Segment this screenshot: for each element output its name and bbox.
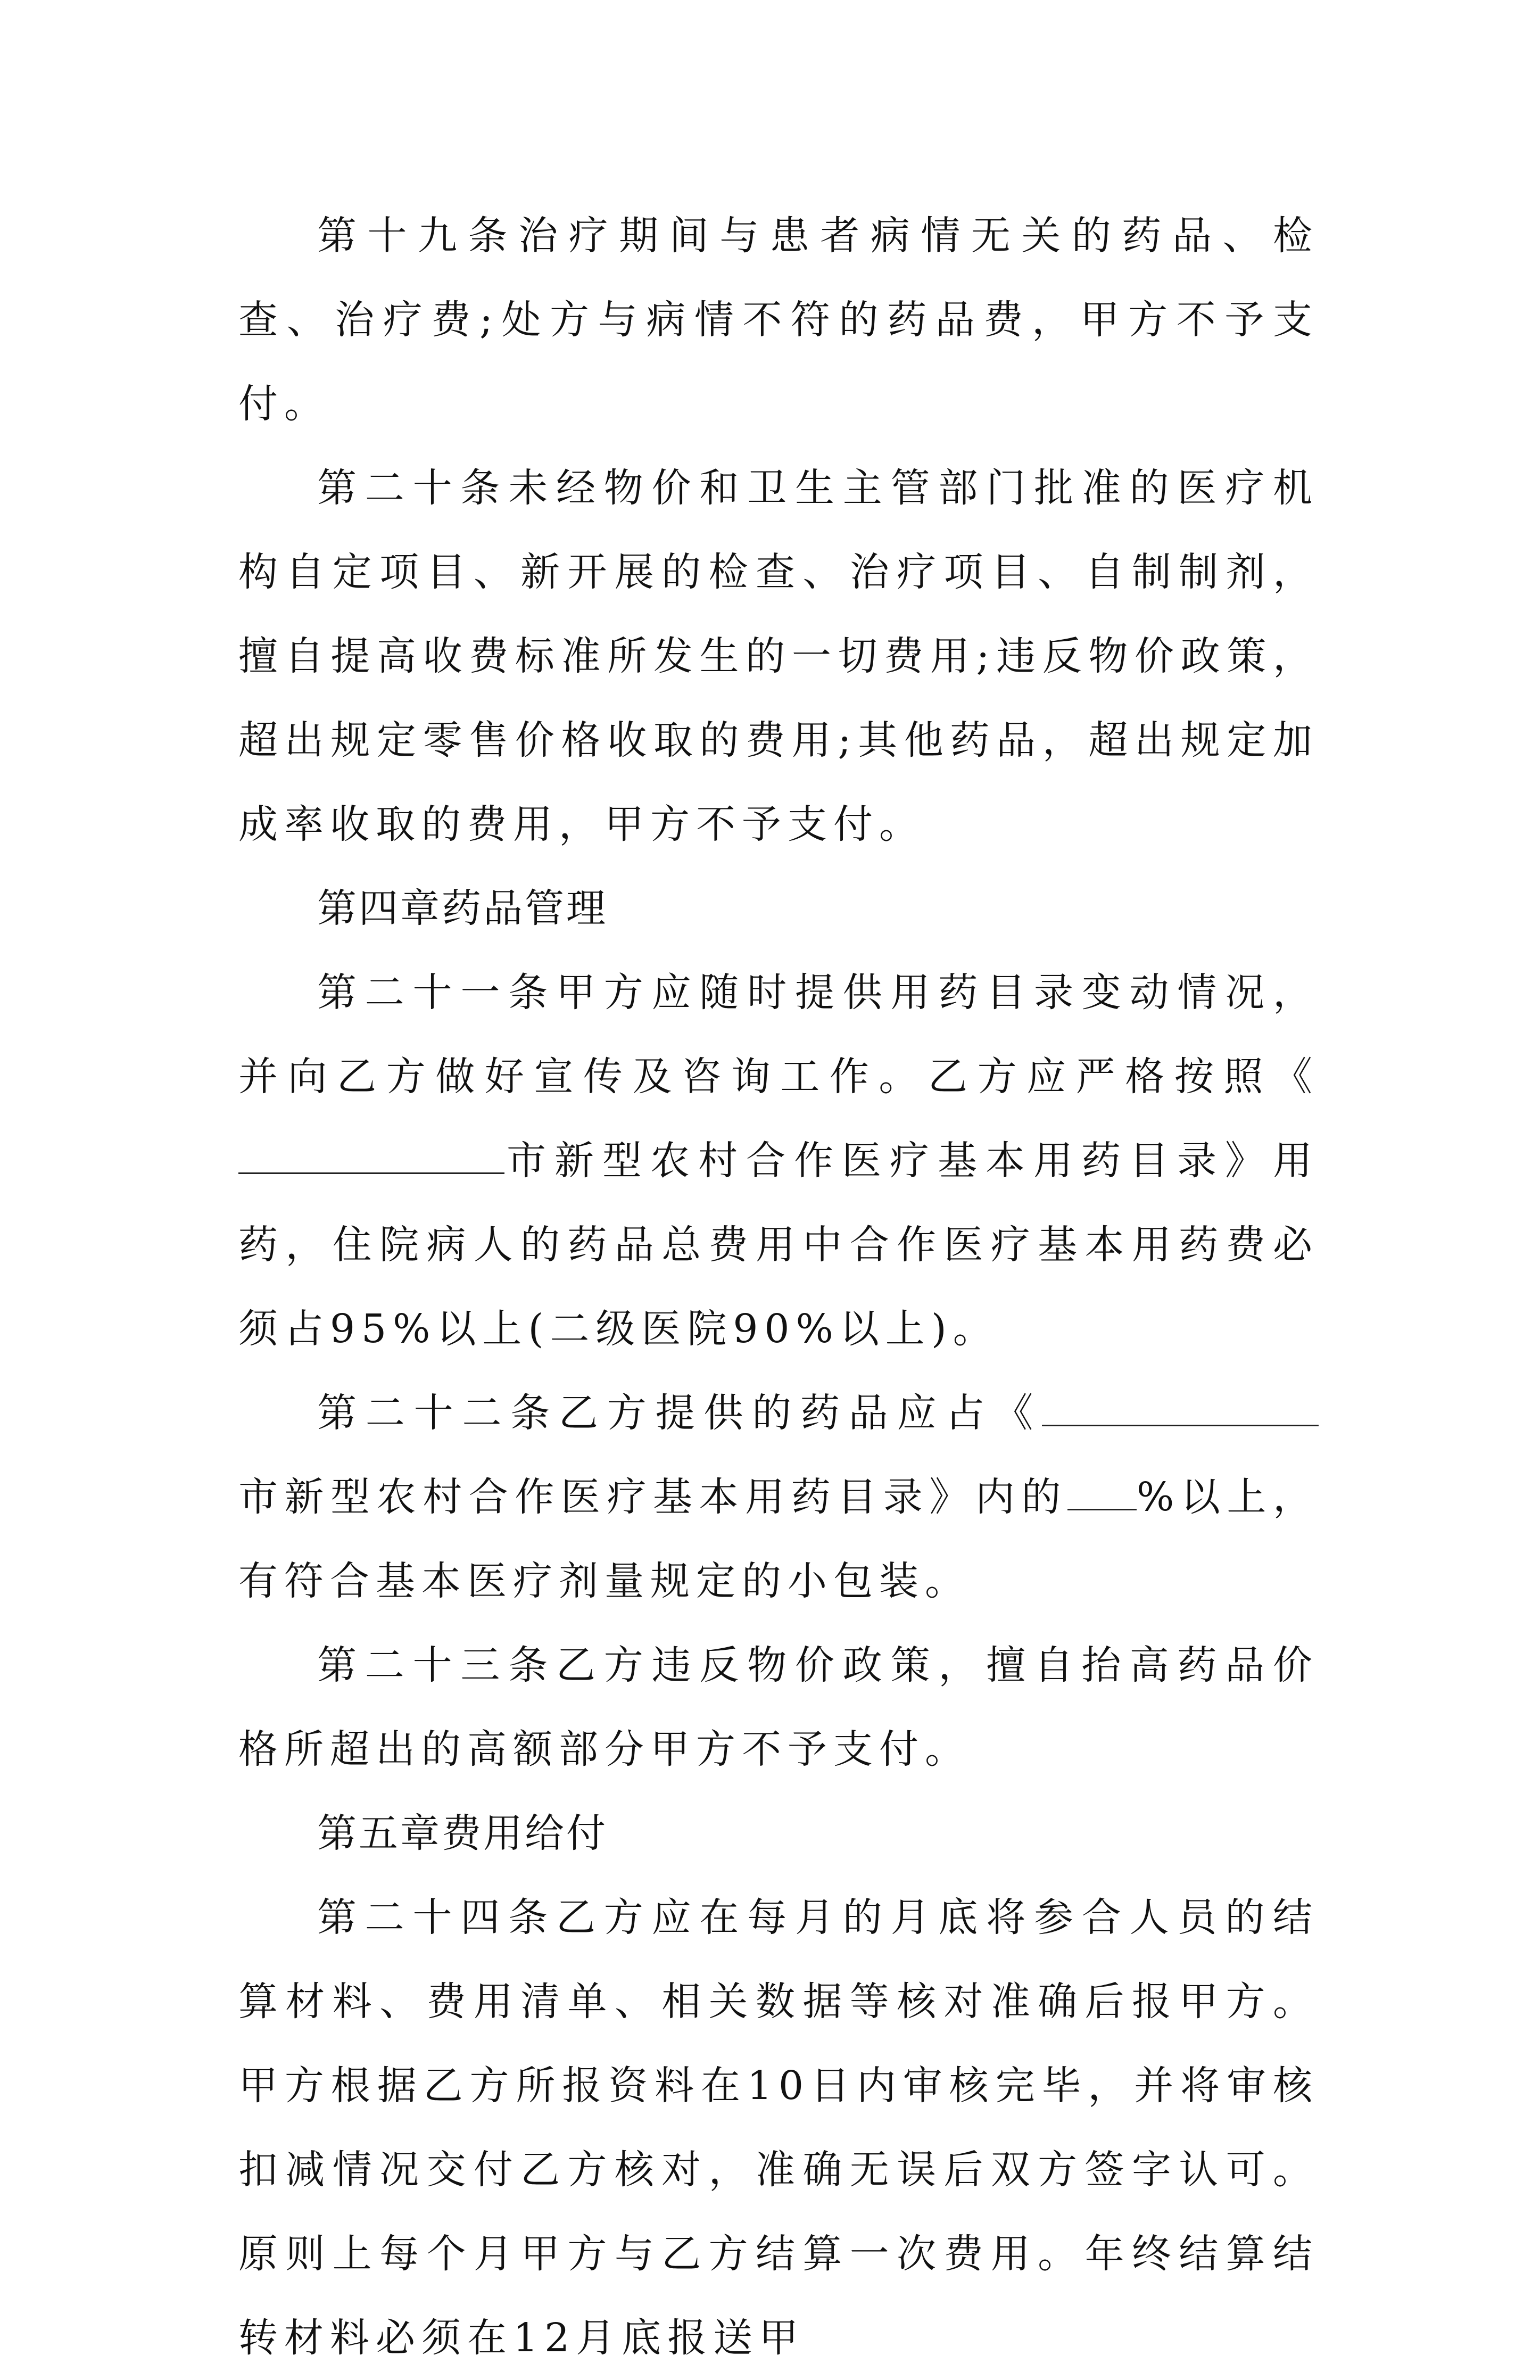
chapter-4-title: 第四章药品管理 xyxy=(317,886,608,931)
article-22-text-part2: 市新型农村合作医疗基本用药目录》内的 xyxy=(238,1474,1068,1520)
article-22 xyxy=(238,1371,1319,1623)
article-23-text: 第二十三条乙方违反物价政策，擅自抬高药品价格所超出的高额部分甲方不予支付。 xyxy=(238,1642,1319,1772)
article-23 xyxy=(238,1623,1319,1791)
fill-blank-city-name xyxy=(238,1138,504,1174)
fill-blank-percentage xyxy=(1067,1475,1137,1510)
article-20 xyxy=(238,446,1319,866)
article-24 xyxy=(238,1875,1319,2380)
fill-blank-city-name-2 xyxy=(1042,1391,1319,1426)
article-22-text-part3: %以上，有符合基本医疗剂量规定的小包装。 xyxy=(238,1474,1319,1604)
article-21-text-part2: 市新型农村合作医疗基本用药目录》用药，住院病人的药品总费用中合作医疗基本用药费必须占95%以上(二级医院90%以上)。 xyxy=(238,1138,1319,1352)
article-21 xyxy=(238,951,1319,1371)
article-20-text: 第二十条未经物价和卫生主管部门批准的医疗机构自定项目、新开展的检查、治疗项目、自制制剂，擅自提高收费标准所发生的一切费用;违反物价政策，超出规定零售价格收取的费用;其他药品，超出规定加成率收取的费用，甲方不予支付。 xyxy=(238,465,1319,847)
chapter-5-heading xyxy=(238,1791,1319,1875)
chapter-5-title: 第五章费用给付 xyxy=(317,1811,608,1856)
article-24-text: 第二十四条乙方应在每月的月底将参合人员的结算材料、费用清单、相关数据等核对准确后报甲方。甲方根据乙方所报资料在10日内审核完毕，并将审核扣减情况交付乙方核对，准确无误后双方签字认可。原则上每个月甲方与乙方结算一次费用。年终结算结转材料必须在12月底报送甲 xyxy=(238,1895,1319,2361)
article-21-text-part1: 第二十一条甲方应随时提供用药目录变动情况，并向乙方做好宣传及咨询工作。乙方应严格按照《 xyxy=(238,970,1319,1100)
article-19 xyxy=(238,194,1319,446)
chapter-4-heading xyxy=(238,866,1319,951)
article-19-text: 第十九条治疗期间与患者病情无关的药品、检查、治疗费;处方与病情不符的药品费，甲方不予支付。 xyxy=(238,213,1319,427)
article-22-text-part1: 第二十二条乙方提供的药品应占《 xyxy=(317,1390,1042,1436)
document-body xyxy=(238,194,1319,2380)
